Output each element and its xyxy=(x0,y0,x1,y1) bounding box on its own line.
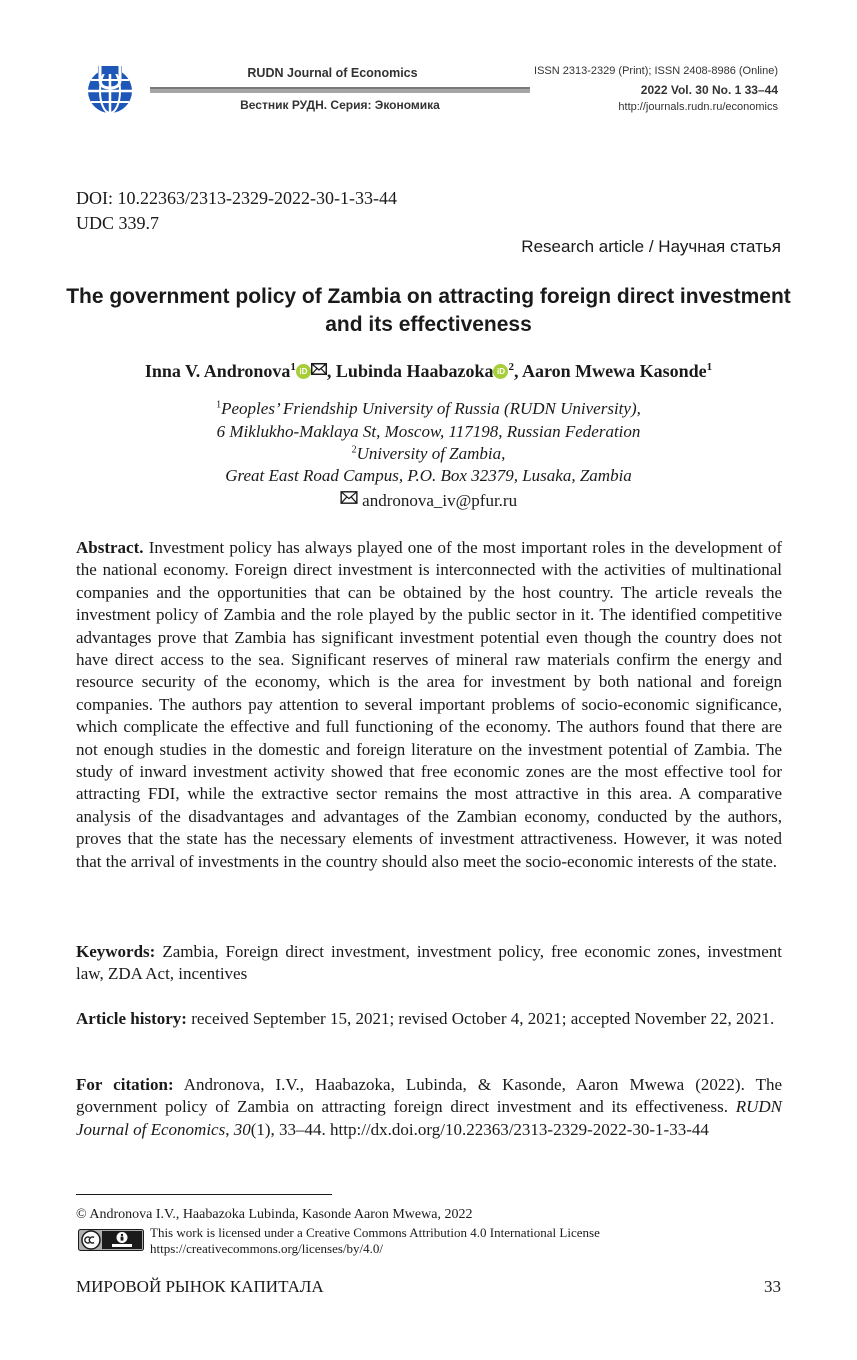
affiliation-line xyxy=(60,466,797,486)
article-history xyxy=(76,1008,782,1030)
history-text: received September 15, 2021; revised October 4, 2021; accepted November 22, 2021. xyxy=(191,1009,775,1028)
history-label: Article history: xyxy=(76,1009,187,1028)
author-name: Inna V. Andronova xyxy=(144,361,291,381)
volume-info: 2022 Vol. 30 No. 1 33–44 xyxy=(640,83,778,97)
email-address[interactable]: andronova_iv@pfur.ru xyxy=(362,491,518,510)
keywords-text: Zambia, Foreign direct investment, investment policy, free economic zones, investment law, ZDA Act, incentives xyxy=(76,942,782,984)
email-envelope-icon xyxy=(340,491,358,504)
header-rule-top xyxy=(150,87,530,89)
affiliation-line xyxy=(60,444,797,464)
citation-doi[interactable]: (1), 33–44. http://dx.doi.org/10.22363/2313-2329-2022-30-1-33-44 xyxy=(250,1119,709,1139)
journal-title-en: RUDN Journal of Economics xyxy=(247,66,418,80)
affiliation-text: 6 Miklukho-Maklaya St, Moscow, 117198, Russian Federation xyxy=(216,422,641,441)
citation-volume: 30 xyxy=(233,1119,251,1139)
doi: DOI: 10.22363/2313-2329-2022-30-1-33-44 xyxy=(76,188,397,208)
keywords-label: Keywords: xyxy=(76,942,156,961)
license-text: This work is licensed under a Creative Commons Attribution 4.0 International License xyxy=(150,1225,600,1240)
author-name: , Aaron Mwewa Kasonde xyxy=(513,361,707,381)
journal-url[interactable]: http://journals.rudn.ru/economics xyxy=(618,101,778,113)
affiliation-text: University of Zambia, xyxy=(356,444,506,463)
corresponding-email xyxy=(60,491,797,511)
author-name: , Lubinda Haabazoka xyxy=(326,361,494,381)
citation-journal: RUDN Journal of Economics xyxy=(76,1097,782,1139)
copyright: © Andronova I.V., Haabazoka Lubinda, Kasonde Aaron Mwewa, 2022 xyxy=(76,1207,473,1222)
udc: UDC 339.7 xyxy=(76,213,160,233)
author-list xyxy=(40,361,817,382)
affiliation-marker: 2 xyxy=(351,444,357,456)
affiliation-text: Great East Road Campus, P.O. Box 32379, Lusaka, Zambia xyxy=(225,466,632,485)
affiliation-line xyxy=(60,399,797,419)
article-type: Research article / Научная статья xyxy=(521,237,781,256)
affiliation-marker: 1 xyxy=(216,399,222,411)
citation-punct: , xyxy=(225,1119,230,1139)
orcid-icon[interactable]: iD xyxy=(493,364,508,379)
email-envelope-icon[interactable] xyxy=(311,363,327,375)
abstract-label: Abstract. xyxy=(76,538,144,557)
affiliation-marker: 1 xyxy=(706,361,713,373)
abstract xyxy=(76,537,782,873)
citation xyxy=(76,1074,782,1141)
journal-title-ru: Вестник РУДН. Серия: Экономика xyxy=(240,98,440,112)
running-section: МИРОВОЙ РЫНОК КАПИТАЛА xyxy=(76,1277,324,1296)
keywords xyxy=(76,941,782,986)
citation-label: For citation: xyxy=(76,1075,174,1094)
citation-text: Andronova, I.V., Haabazoka, Lubinda, & Kasonde, Aaron Mwewa (2022). The government policy of Zambia on attracting foreign direct investment and its effectiveness. xyxy=(76,1075,783,1117)
orcid-icon[interactable]: iD xyxy=(296,364,311,379)
footnote-rule xyxy=(76,1194,332,1195)
license-url[interactable]: https://creativecommons.org/licenses/by/4.0/ xyxy=(150,1241,383,1256)
abstract-text: Investment policy has always played one of the most important roles in the development of the national economy. Foreign direct investment is interconnected with the activities of multinational companies and the opportunities that can be obtained by the host country. The article reveals the investment policy of Zambia and the role played by the public sector in it. The identified competitive advantages prove that Zambia has significant investment potential even though the country does not have direct access to the sea. Significant reserves of mineral raw materials confirm the energy and resource security of the economy, which is the area for investment by both national and foreign companies. The authors pay attention to several important problems of socio-economic significance, which complicate the effective and full functioning of the economy. The authors found that there are not enough studies in the domestic and foreign literature on the investment potential of Zambia. The study of inward investment activity showed that free economic zones are the most effective tool for attracting FDI, while the extractive sector remains the most attractive in this area. A comparative analysis of the disadvantages and advantages of the Zambian economy, conducted by the authors, proves that the state has the necessary elements of investment attractiveness. However, it was noted that the arrival of investments in the country should also meet the socio-economic interests of the state. xyxy=(76,538,783,871)
rudn-logo-icon xyxy=(82,64,138,116)
page-number: 33 xyxy=(764,1277,781,1296)
issn: ISSN 2313-2329 (Print); ISSN 2408-8986 (Online) xyxy=(534,65,778,77)
affiliation-text: Peoples’ Friendship University of Russia (RUDN University), xyxy=(221,399,641,418)
affiliation-line xyxy=(60,422,797,442)
affiliation-marker: 1 xyxy=(290,361,296,373)
cc-by-badge-icon[interactable] xyxy=(78,1229,144,1251)
affiliation-marker: 2 xyxy=(508,361,514,373)
paper-title: The government policy of Zambia on attracting foreign direct investment and its effectiveness xyxy=(66,285,791,336)
